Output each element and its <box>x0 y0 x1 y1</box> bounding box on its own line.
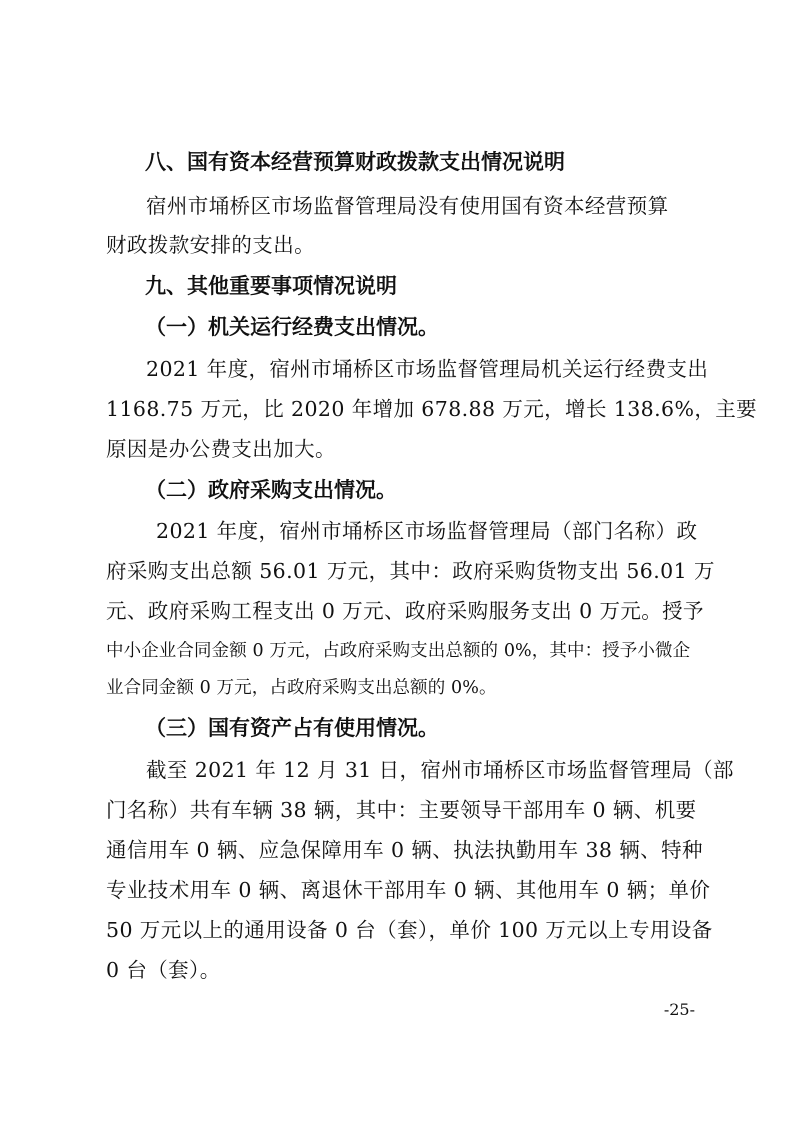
paragraph-line: 元、政府采购工程支出 0 万元、政府采购服务支出 0 万元。授予 <box>106 599 704 623</box>
paragraph-line: 2021 年度，宿州市埇桥区市场监督管理局机关运行经费支出 <box>146 357 709 381</box>
paragraph-line: 中小企业合同金额 0 万元，占政府采购支出总额的 0%，其中：授予小微企 <box>106 641 691 661</box>
paragraph-line: 宿州市埇桥区市场监督管理局没有使用国有资本经营预算 <box>146 194 669 218</box>
paragraph-line: 2021 年度，宿州市埇桥区市场监督管理局（部门名称）政 <box>156 519 698 543</box>
paragraph-line: 门名称）共有车辆 38 辆，其中：主要领导干部用车 0 辆、机要 <box>106 798 697 822</box>
paragraph-line: 1168.75 万元，比 2020 年增加 678.88 万元，增长 138.6%，主要 <box>106 397 758 421</box>
section-9-heading: 九、其他重要事项情况说明 <box>145 274 397 298</box>
section-8-heading: 八、国有资本经营预算财政拨款支出情况说明 <box>145 150 565 174</box>
page-number: -25- <box>663 1000 695 1019</box>
subsection-1-heading: （一）机关运行经费支出情况。 <box>145 315 439 339</box>
subsection-3-heading: （三）国有资产占有使用情况。 <box>145 716 439 740</box>
paragraph-line: 专业技术用车 0 辆、离退休干部用车 0 辆、其他用车 0 辆；单价 <box>106 878 711 902</box>
paragraph-line: 财政拨款安排的支出。 <box>106 233 315 257</box>
subsection-2-heading: （二）政府采购支出情况。 <box>145 478 397 502</box>
paragraph-line: 业合同金额 0 万元，占政府采购支出总额的 0%。 <box>106 678 497 698</box>
paragraph-line: 截至 2021 年 12 月 31 日，宿州市埇桥区市场监督管理局（部 <box>146 758 734 782</box>
paragraph-line: 50 万元以上的通用设备 0 台（套），单价 100 万元以上专用设备 <box>106 918 713 942</box>
paragraph-line: 0 台（套）。 <box>106 958 221 982</box>
paragraph-line: 府采购支出总额 56.01 万元，其中：政府采购货物支出 56.01 万 <box>106 559 715 583</box>
paragraph-line: 通信用车 0 辆、应急保障用车 0 辆、执法执勤用车 38 辆、特种 <box>106 838 703 862</box>
paragraph-line: 原因是办公费支出加大。 <box>106 437 336 461</box>
